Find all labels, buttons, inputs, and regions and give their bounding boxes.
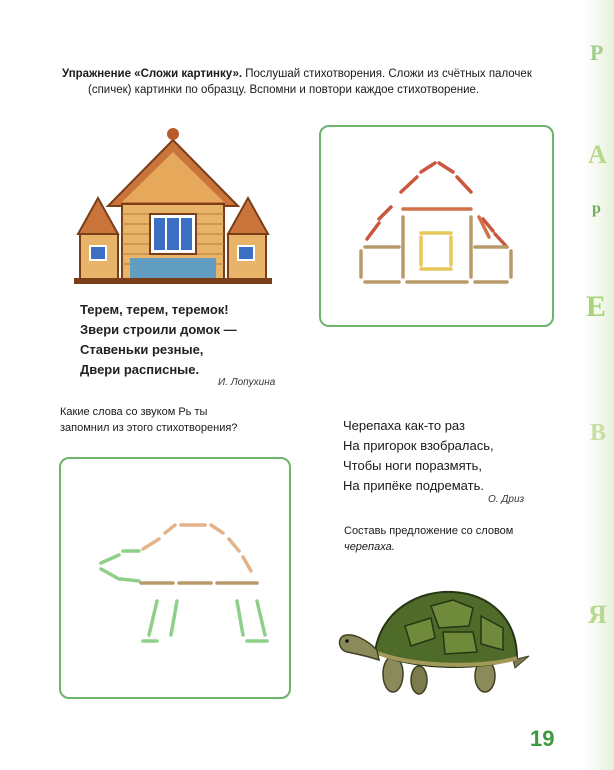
decorative-letter: Р — [590, 40, 604, 65]
house-stick-pattern — [321, 127, 552, 325]
poem-line: На пригорок взобралась, — [343, 438, 494, 453]
instruction-text: Послушай стихотворения. Сложи из счётных палочек — [242, 68, 532, 80]
exercise-label: Упражнение «Сложи картинку». — [62, 68, 243, 80]
poem-line: На припёке подремать. — [343, 478, 484, 493]
poem-line: Черепаха как-то раз — [343, 418, 465, 433]
exercise-instruction — [62, 66, 562, 98]
teremok-poem — [80, 300, 237, 380]
compose-sentence-task — [344, 523, 513, 555]
teremok-house-illustration — [70, 122, 276, 292]
poem-line: Ставеньки резные, — [80, 342, 204, 357]
poem-line: Звери строили домок — — [80, 322, 237, 337]
turtle-illustration — [335, 582, 531, 700]
poem-line: Двери расписные. — [80, 362, 200, 377]
compose-line: Составь предложение со словом — [344, 525, 514, 537]
poem-line: Терем, терем, теремок! — [80, 302, 229, 317]
question-text — [60, 404, 237, 436]
turtle-stick-pattern — [61, 459, 289, 697]
poem-author: О. Дриз — [488, 494, 525, 505]
poem-line: Чтобы ноги поразмять, — [343, 458, 482, 473]
compose-keyword: черепаха. — [344, 541, 395, 553]
turtle-poem — [343, 416, 494, 496]
decorative-letter: Я — [588, 600, 607, 629]
decorative-letter: Е — [586, 290, 607, 323]
decorative-letter-border — [584, 0, 614, 770]
house-stick-pattern-frame — [319, 125, 554, 327]
decorative-letter: р — [592, 200, 601, 217]
question-line: запомнил из этого стихотворения? — [60, 422, 238, 434]
question-line: Какие слова со звуком Рь ты — [60, 406, 208, 418]
page-number: 19 — [530, 726, 555, 751]
turtle-stick-pattern-frame — [59, 457, 291, 699]
decorative-letter: А — [588, 140, 607, 169]
decorative-letter: В — [590, 420, 607, 446]
poem-author: И. Лопухина — [218, 377, 276, 388]
instruction-text-line2: (спичек) картинки по образцу. Вспомни и повтори каждое стихотворение. — [88, 84, 480, 96]
